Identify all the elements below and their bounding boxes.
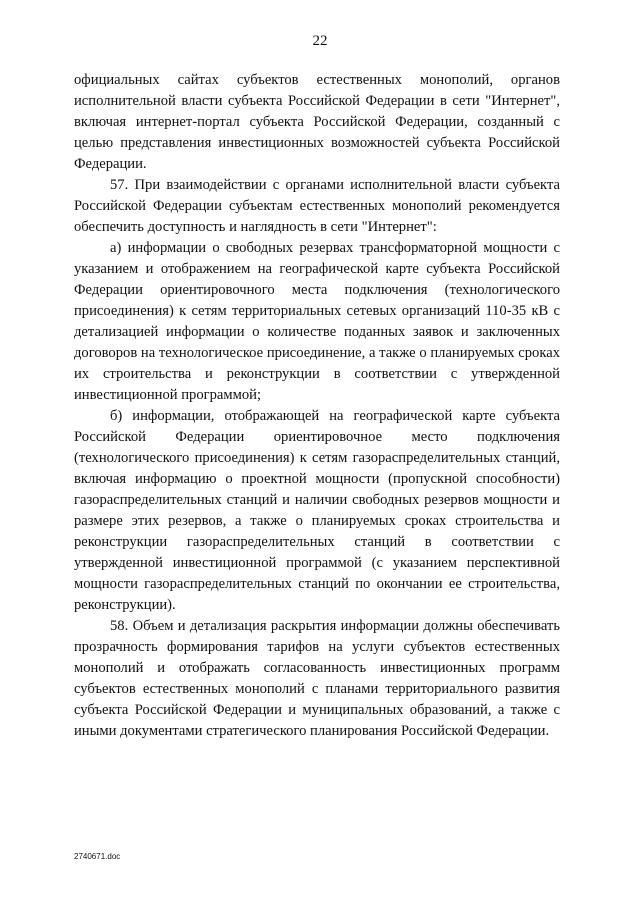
page-number: 22 [312,33,328,49]
paragraph-subitem-a: а) информации о свободных резервах трансформаторной мощности с указанием и отображением на географической карте субъекта Российской Федерации ориентировочного места подключения (технологического присоединения) к сетям территориальных сетевых организаций 110-35 кВ с детализацией информации о количестве поданных заявок и заключенных договоров на технологическое присоединение, а также о планируемых сроках их строительства и реконструкции в соответствии с утвержденной инвестиционной программой; [74,240,560,403]
footer-file-name: 2740671.doc [74,852,121,861]
paragraph-item-58: 58. Объем и детализация раскрытия информации должны обеспечивать прозрачность формирования тарифов на услуги субъектов естественных монополий и отображать согласованность инвестиционных программ субъектов естественных монополий с планами территориального развития субъекта Российской Федерации и муниципальных образований, а также с иными документами стратегического планирования Российской Федерации. [74,618,560,739]
paragraph-continuation: официальных сайтах субъектов естественных монополий, органов исполнительной власти субъекта Российской Федерации в сети "Интернет", включая интернет-портал субъекта Российской Федерации, созданный с целью представления инвестиционных возможностей субъекта Российской Федерации. [74,72,560,172]
paragraph-subitem-b: б) информации, отображающей на географической карте субъекта Российской Федерации ориентировочное место подключения (технологического присоединения) к сетям газораспределительных станций, включая информацию о проектной мощности (пропускной способности) газораспределительных станций и наличии свободных резервов мощности и размере этих резервов, а также о планируемых сроках строительства и реконструкции газораспределительных станций в соответствии с утвержденной инвестиционной программой (с указанием перспективной мощности газораспределительных станций по окончании ее строительства, реконструкции). [74,408,560,613]
document-body [74,70,560,742]
paragraph-item-57: 57. При взаимодействии с органами исполнительной власти субъекта Российской Федерации субъектам естественных монополий рекомендуется обеспечить доступность и наглядность в сети "Интернет": [74,177,560,235]
